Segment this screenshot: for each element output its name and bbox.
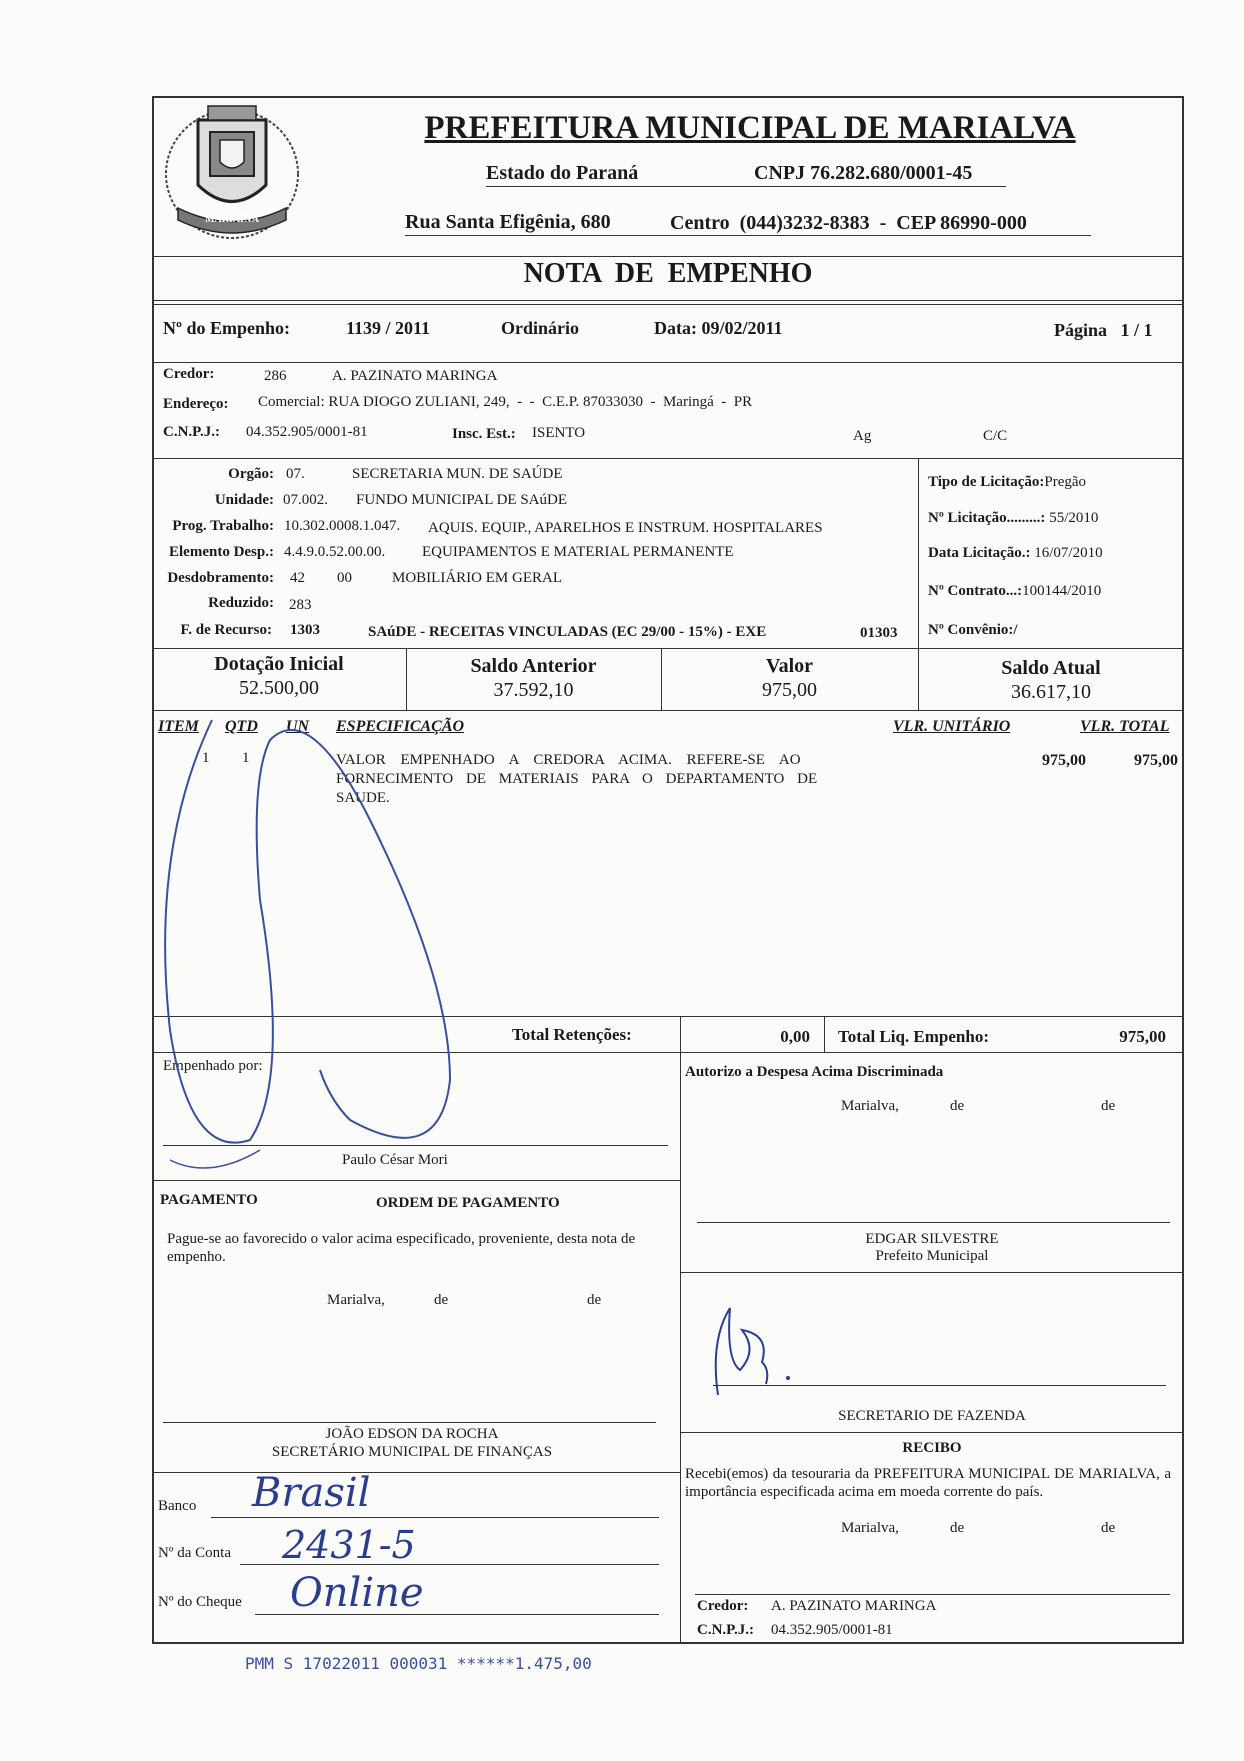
- saldo-anterior-value: 37.592,10: [493, 679, 574, 701]
- valor-label: Valor: [765, 655, 814, 677]
- dotacao-label: Dotação Inicial: [214, 653, 344, 675]
- dotacao-value: 52.500,00: [239, 677, 319, 699]
- prog-code: 10.302.0008.1.047.: [284, 518, 401, 534]
- ag-label: Ag: [853, 428, 872, 444]
- pagamento-city: Marialva,: [327, 1292, 385, 1308]
- col-vlr-unitario: VLR. UNITÁRIO: [893, 718, 1011, 735]
- saldo-atual-value: 36.617,10: [1011, 681, 1091, 703]
- saldo-anterior-label: Saldo Anterior: [470, 655, 597, 677]
- recibo-text: Recebi(emos) da tesouraria da PREFEITURA MUNICIPAL DE MARIALVA, a importância especificada acima em moeda corrente do país.: [685, 1466, 1171, 1500]
- licitacao-tipo-label: [928, 474, 1086, 491]
- retencoes-label: Total Retenções:: [512, 1025, 632, 1044]
- recibo-cnpj: 04.352.905/0001-81: [771, 1622, 893, 1638]
- retencoes-value: 0,00: [780, 1027, 810, 1046]
- autorizo-de1: de: [950, 1098, 965, 1114]
- recurso-code: 1303: [290, 622, 320, 638]
- street-address: Rua Santa Efigênia, 680: [405, 211, 611, 233]
- recurso-label: F. de Recurso:: [180, 622, 272, 638]
- credor-name: A. PAZINATO MARINGA: [332, 368, 498, 384]
- licitacao-tipo: Pregão: [1044, 474, 1087, 490]
- recibo-cnpj-label: C.N.P.J.:: [697, 1622, 754, 1638]
- contrato-value: 100144/2010: [1022, 583, 1102, 599]
- desdobramento-code: 42: [290, 570, 305, 586]
- licitacao-data-row: [928, 545, 1103, 562]
- recibo-credor: A. PAZINATO MARINGA: [771, 1598, 937, 1614]
- desdobramento-name: MOBILIÁRIO EM GERAL: [392, 570, 562, 586]
- credor-address: Comercial: RUA DIOGO ZULIANI, 249, - - C.E.P. 87033030 - Maringá - PR: [258, 394, 753, 410]
- financas-name: JOÃO EDSON DA ROCHA: [325, 1426, 499, 1442]
- credor-cnpj: 04.352.905/0001-81: [246, 424, 368, 440]
- recibo-label: RECIBO: [902, 1440, 962, 1456]
- prefeito-role: Prefeito Municipal: [875, 1248, 989, 1264]
- empenho-date: Data: 09/02/2011: [654, 318, 783, 338]
- state-name: Estado do Paraná: [486, 162, 639, 184]
- item-desc-line2: FORNECIMENTO DE MATERIAIS PARA O DEPARTAMENTO DE: [336, 771, 818, 787]
- district-phone-cep: Centro (044)3232-8383 - CEP 86990-000: [670, 212, 1027, 234]
- unidade-name: FUNDO MUNICIPAL DE SAúDE: [356, 492, 567, 508]
- item-vlr-total: 975,00: [1134, 752, 1178, 769]
- recibo-city: Marialva,: [841, 1520, 899, 1536]
- orgao-code: 07.: [286, 466, 305, 482]
- pagamento-label: PAGAMENTO: [160, 1192, 258, 1208]
- cnpj-header: CNPJ 76.282.680/0001-45: [754, 162, 973, 184]
- item-desc-line1: VALOR EMPENHADO A CREDORA ACIMA. REFERE-SE AO: [336, 752, 801, 768]
- item-qtd: 1: [242, 750, 250, 766]
- empenho-label: Nº do Empenho:: [163, 318, 290, 338]
- recibo-credor-label: Credor:: [697, 1598, 749, 1614]
- convenio-label: Nº Convênio:/: [928, 622, 1018, 638]
- insc-label: Insc. Est.:: [452, 426, 516, 442]
- reduzido-value: 283: [289, 597, 312, 613]
- licitacao-num: 55/2010: [1049, 510, 1099, 526]
- financas-role: SECRETÁRIO MUNICIPAL DE FINANÇAS: [271, 1444, 553, 1460]
- insc-value: ISENTO: [532, 425, 586, 441]
- item-vlr-unitario: 975,00: [1042, 752, 1086, 769]
- liq-value: 975,00: [1119, 1027, 1166, 1046]
- contrato-label: Nº Contrato...:: [928, 583, 1023, 599]
- col-vlr-total: VLR. TOTAL: [1080, 718, 1170, 735]
- fazenda-role: SECRETARIO DE FAZENDA: [838, 1408, 1026, 1424]
- pagamento-de1: de: [434, 1292, 449, 1308]
- page-number: Página 1 / 1: [1054, 320, 1153, 340]
- empenho-type: Ordinário: [501, 318, 580, 338]
- prog-name: AQUIS. EQUIP., APARELHOS E INSTRUM. HOSPITALARES: [428, 520, 823, 536]
- elemento-name: EQUIPAMENTOS E MATERIAL PERMANENTE: [422, 544, 734, 560]
- fazenda-signature: [700, 1300, 800, 1410]
- prefeito-name: EDGAR SILVESTRE: [865, 1231, 999, 1247]
- conta-handwritten: 2431-5: [282, 1523, 416, 1567]
- empenho-number: 1139 / 2011: [346, 318, 431, 338]
- address-label: Endereço:: [163, 396, 229, 412]
- prog-label: Prog. Trabalho:: [172, 518, 274, 534]
- licitacao-data: 16/07/2010: [1034, 545, 1103, 561]
- banco-label: Banco: [158, 1498, 197, 1514]
- document-title: NOTA DE EMPENHO: [523, 258, 813, 289]
- saldo-atual-label: Saldo Atual: [1001, 657, 1101, 679]
- orgao-name: SECRETARIA MUN. DE SAÚDE: [352, 466, 563, 482]
- payment-stamp: PMM S 17022011 000031 ******1.475,00: [245, 1654, 592, 1673]
- handwritten-signature-loop: [150, 700, 490, 1170]
- recibo-de1: de: [950, 1520, 965, 1536]
- coat-of-arms-text: MARIALVA: [205, 214, 259, 225]
- autorizo-de2: de: [1101, 1098, 1116, 1114]
- empenhado-label: Empenhado por:: [163, 1058, 263, 1074]
- coat-of-arms: [158, 100, 306, 248]
- unidade-label: Unidade:: [214, 492, 274, 508]
- page-title: PREFEITURA MUNICIPAL DE MARIALVA: [424, 110, 1076, 146]
- desdobramento-sub: 00: [337, 570, 352, 586]
- conta-label: Nº da Conta: [158, 1545, 231, 1561]
- reduzido-label: Reduzido:: [208, 595, 274, 611]
- item-number: 1: [202, 750, 210, 766]
- pagamento-text: Pague-se ao favorecido o valor acima especificado, proveniente, desta nota de empenho.: [167, 1231, 636, 1265]
- cnpj-label: C.N.P.J.:: [163, 424, 220, 440]
- elemento-code: 4.4.9.0.52.00.00.: [284, 544, 386, 560]
- col-un: UN: [286, 718, 310, 735]
- ordem-label: ORDEM DE PAGAMENTO: [376, 1195, 560, 1211]
- orgao-label: Orgão:: [228, 466, 274, 482]
- autorizo-label: Autorizo a Despesa Acima Discriminada: [685, 1064, 944, 1080]
- licitacao-tipo-label-text: Tipo de Licitação:: [928, 474, 1045, 490]
- elemento-label: Elemento Desp.:: [169, 544, 274, 560]
- banco-handwritten: Brasil: [252, 1470, 371, 1516]
- cc-label: C/C: [983, 428, 1008, 444]
- col-qtd: QTD: [225, 718, 258, 735]
- cheque-handwritten: Online: [290, 1570, 424, 1616]
- licitacao-num-row: [928, 510, 1098, 527]
- item-desc-line3: SAUDE.: [336, 790, 390, 806]
- recurso-name: SAúDE - RECEITAS VINCULADAS (EC 29/00 - 15%) - EXE: [368, 624, 767, 640]
- pagamento-de2: de: [587, 1292, 602, 1308]
- unidade-code: 07.002.: [283, 492, 328, 508]
- col-item: ITEM: [158, 718, 199, 735]
- credor-label: Credor:: [163, 366, 215, 382]
- licitacao-data-label: Data Licitação.:: [928, 545, 1031, 561]
- autorizo-city: Marialva,: [841, 1098, 899, 1114]
- col-especificacao: ESPECIFICAÇÃO: [336, 718, 465, 735]
- valor-value: 975,00: [762, 679, 817, 701]
- licitacao-num-label: Nº Licitação.........:: [928, 510, 1046, 526]
- recibo-de2: de: [1101, 1520, 1116, 1536]
- contrato-row: [928, 583, 1101, 600]
- credor-code: 286: [264, 368, 287, 384]
- empenhado-name: Paulo César Mori: [342, 1152, 448, 1168]
- liq-label: Total Liq. Empenho:: [838, 1027, 989, 1046]
- cheque-label: Nº do Cheque: [158, 1594, 242, 1610]
- recurso-code2: 01303: [860, 625, 898, 641]
- desdobramento-label: Desdobramento:: [167, 570, 274, 586]
